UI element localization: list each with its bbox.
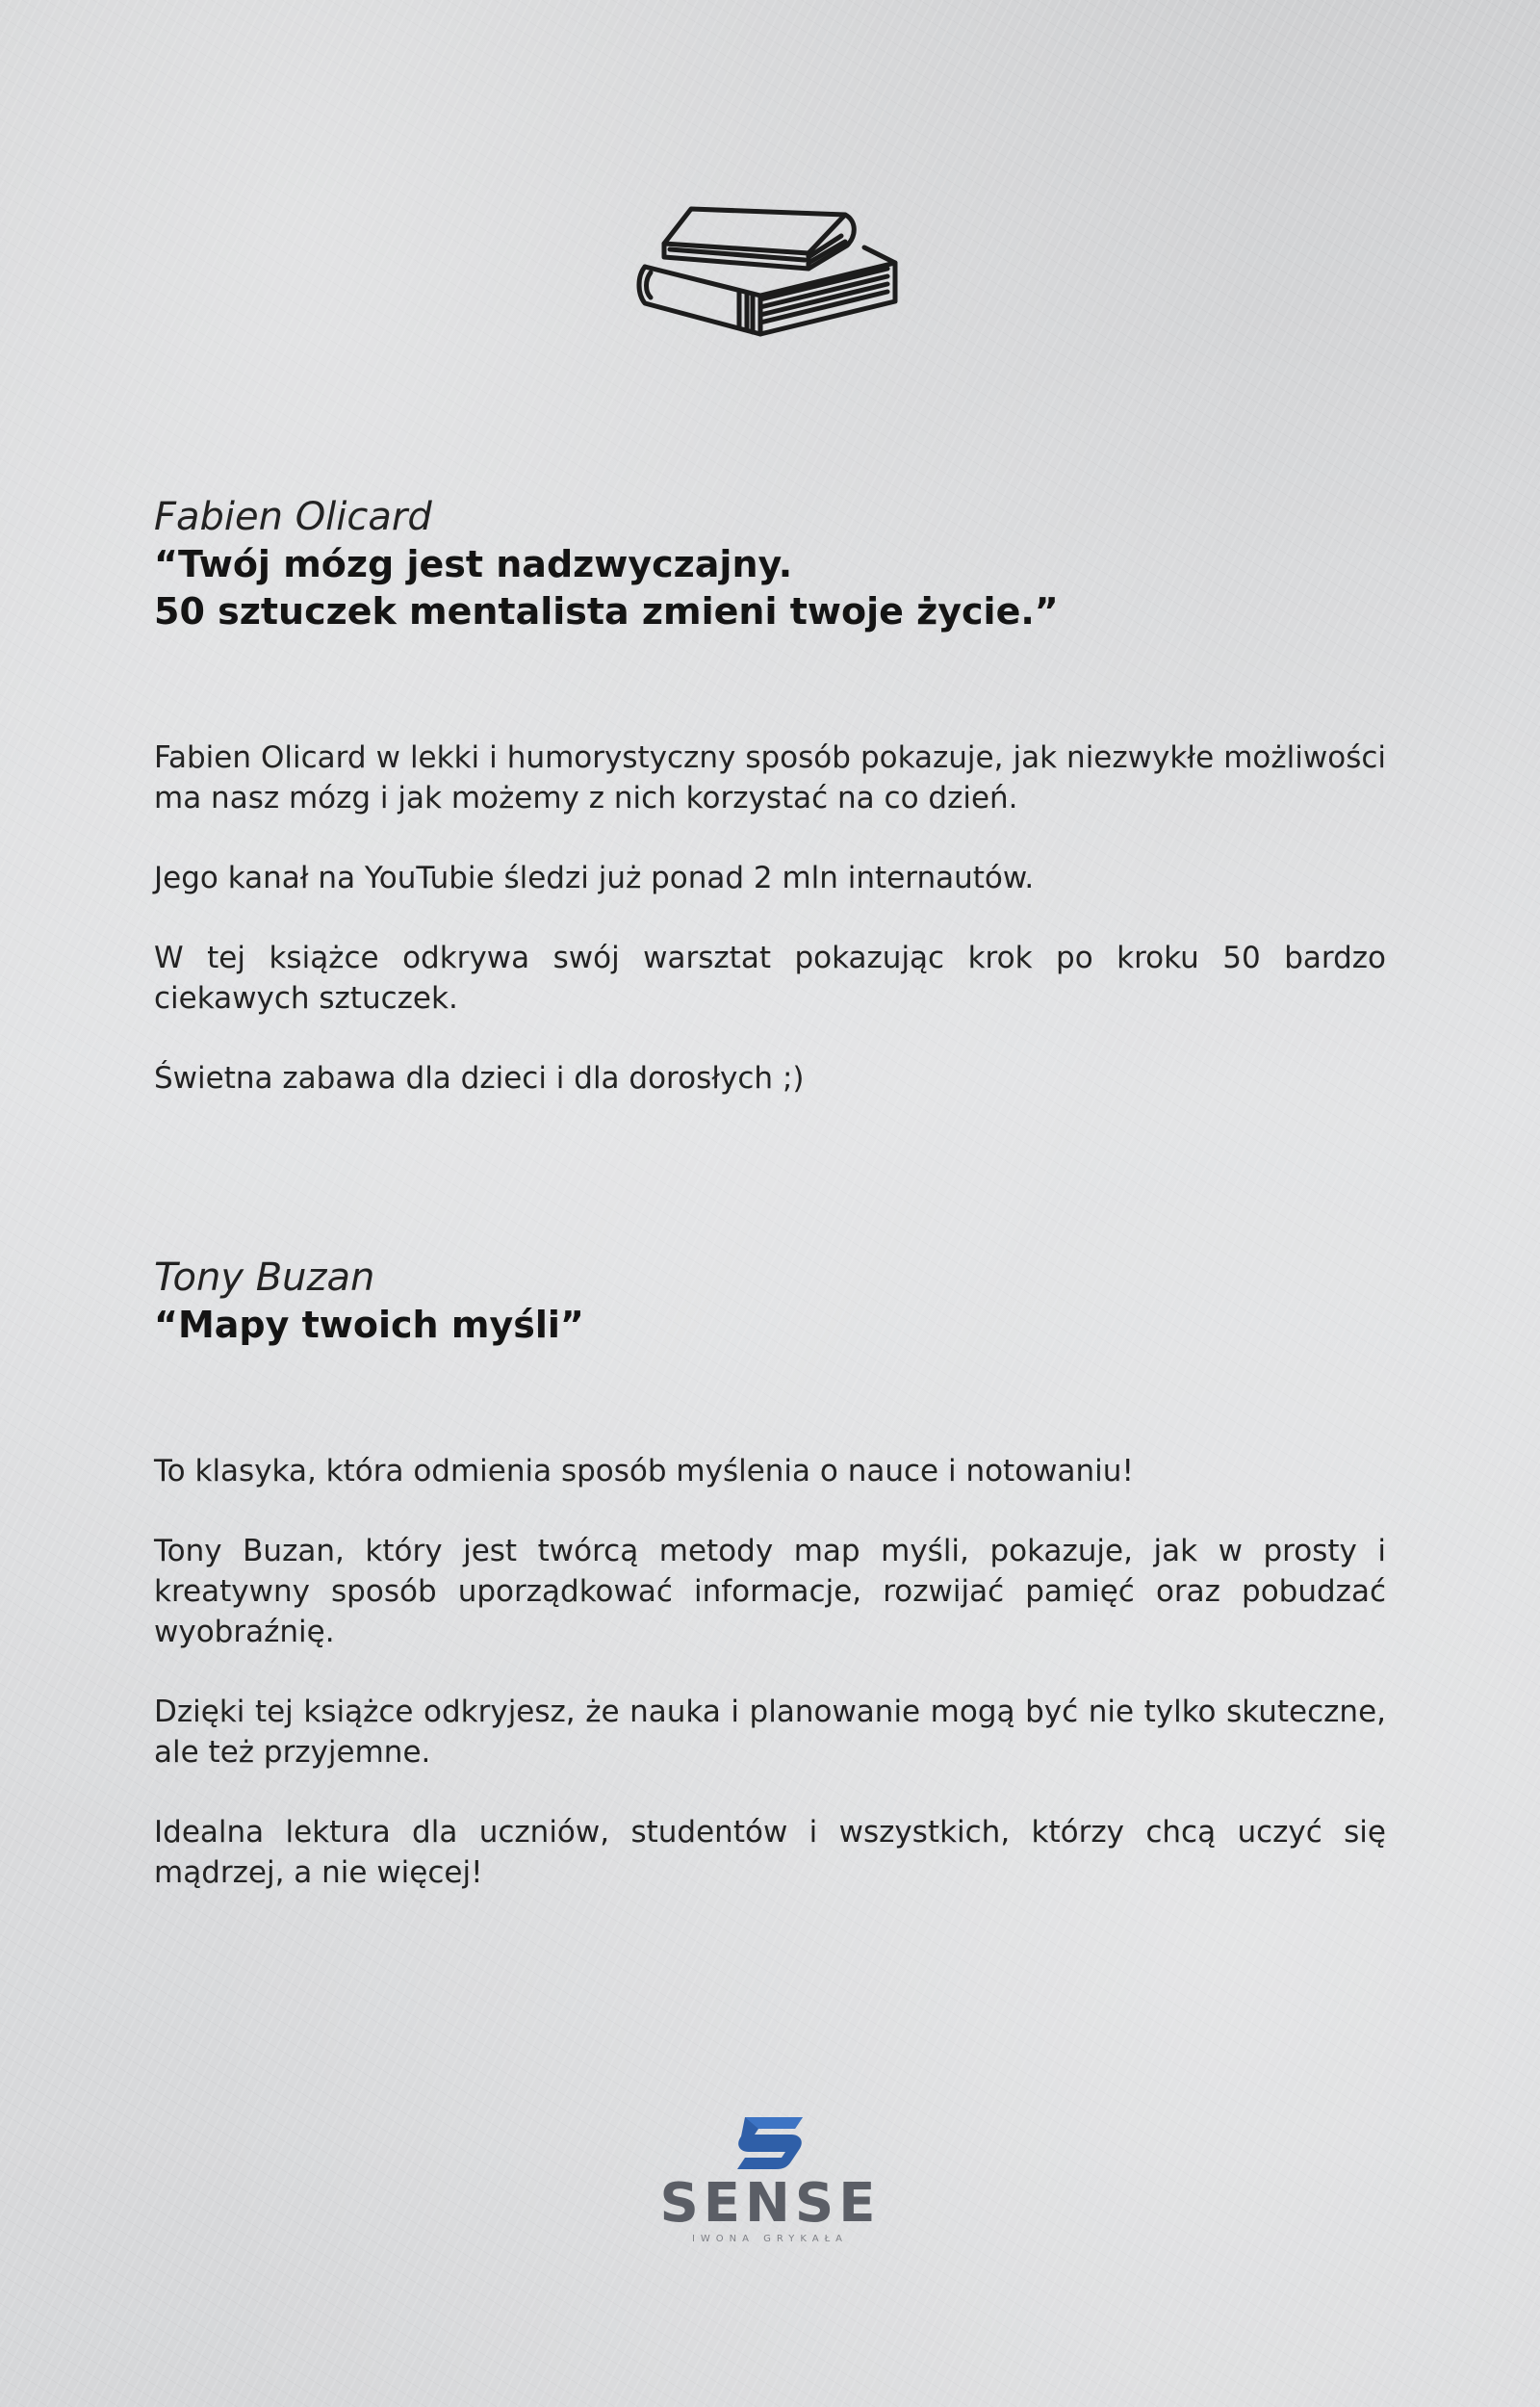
sense-logo	[645, 2113, 895, 2258]
book-review-1	[154, 493, 1386, 1138]
book-description	[154, 738, 1386, 1099]
book-title-line-1: “Twój mózg jest nadzwyczajny.	[154, 543, 793, 585]
book-author: Fabien Olicard	[154, 495, 432, 539]
description-paragraph: Tony Buzan, który jest twórcą metody map myśli, pokazuje, jak w prosty i kreatywny sposób uporządkować informacje, rozwijać pamięć oraz pobudzać wyobraźnię.	[154, 1534, 1386, 1649]
book-description	[154, 1451, 1386, 1893]
description-paragraph: To klasyka, która odmienia sposób myślenia o nauce i notowaniu!	[154, 1454, 1134, 1488]
description-paragraph: W tej książce odkrywa swój warsztat pokazując krok po kroku 50 bardzo ciekawych sztuczek.	[154, 941, 1386, 1016]
book-title-line-2: 50 sztuczek mentalista zmieni twoje życie.”	[154, 590, 1059, 633]
description-paragraph: Dzięki tej książce odkryjesz, że nauka i planowanie mogą być nie tylko skuteczne, ale też przyjemne.	[154, 1695, 1386, 1770]
book-title-line-1: “Mapy twoich myśli”	[154, 1304, 584, 1346]
description-paragraph: Fabien Olicard w lekki i humorystyczny sposób pokazuje, jak niezwykłe możliwości ma nasz mózg i jak możemy z nich korzystać na co dzień.	[154, 740, 1386, 815]
description-paragraph: Jego kanał na YouTubie śledzi już ponad 2 mln internautów.	[154, 861, 1035, 895]
book-author: Tony Buzan	[154, 1255, 375, 1300]
description-paragraph: Świetna zabawa dla dzieci i dla dorosłych ;)	[154, 1061, 805, 1096]
logo-wordmark: SENSE	[659, 2172, 881, 2235]
stacked-books-icon	[635, 197, 905, 380]
sense-s-mark-icon	[732, 2113, 808, 2173]
book-review-2	[154, 1254, 1386, 1932]
logo-subtitle: IWONA GRYKAŁA	[691, 2234, 849, 2244]
description-paragraph: Idealna lektura dla uczniów, studentów i wszystkich, którzy chcą uczyć się mądrzej, a nie więcej!	[154, 1815, 1386, 1890]
